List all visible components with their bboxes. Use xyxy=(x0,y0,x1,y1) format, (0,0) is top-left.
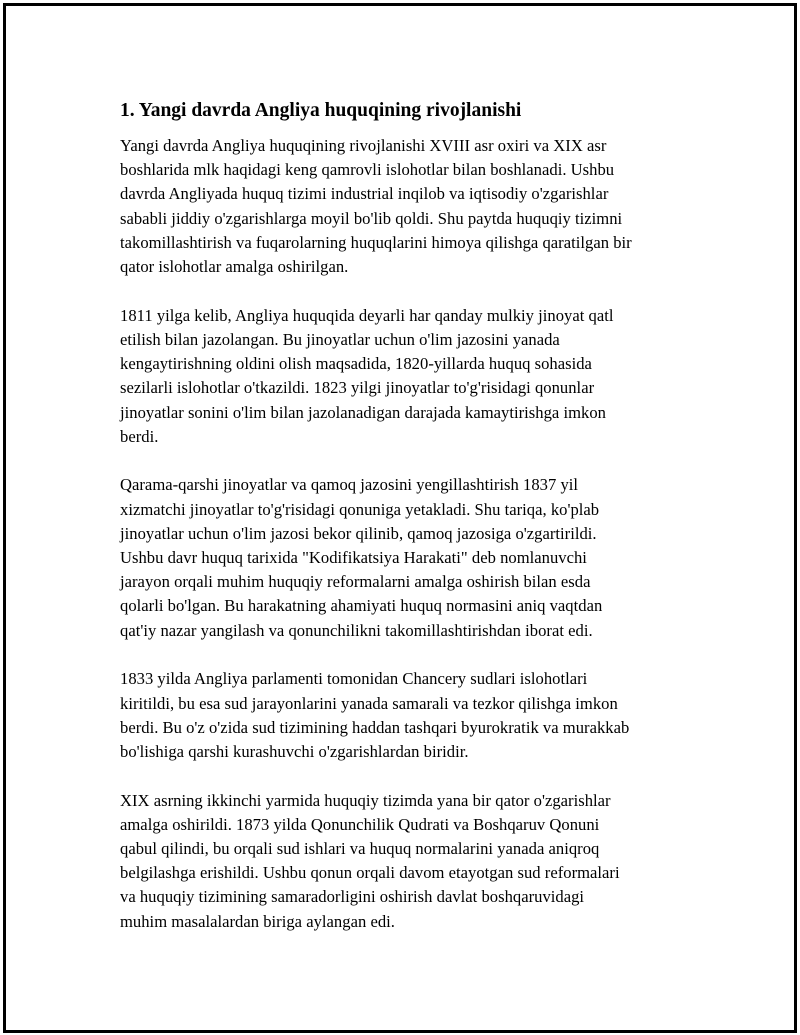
paragraph-2 xyxy=(120,304,700,449)
paragraph-5 xyxy=(120,789,700,934)
paragraph-line: sababli jiddiy o'zgarishlarga moyil bo'lib qoldi. Shu paytda huquqiy tizimni xyxy=(120,208,623,228)
paragraph-3 xyxy=(120,473,700,642)
paragraph-line: XIX asrning ikkinchi yarmida huquqiy tizimda yana bir qator o'zgarishlar xyxy=(120,790,611,810)
paragraph-line: qat'iy nazar yangilash va qonunchilikni takomillashtirishdan iborat edi. xyxy=(120,620,593,640)
document-title: 1. Yangi davrda Angliya huquqining rivojlanishi xyxy=(120,100,522,121)
paragraph-line: qabul qilindi, bu orqali sud ishlari va huquq normalarini yanada aniqroq xyxy=(120,839,600,859)
paragraph-line: davrda Angliyada huquq tizimi industrial inqilob va iqtisodiy o'zgarishlar xyxy=(120,184,609,204)
paragraph-line: jarayon orqali muhim huquqiy reformalarni amalga oshirish bilan esda xyxy=(120,572,591,592)
paragraph-line: va huquqiy tizimining samaradorligini oshirish davlat boshqaruvidagi xyxy=(120,887,585,907)
paragraph-line: 1811 yilga kelib, Angliya huquqida deyarli har qanday mulkiy jinoyat qatl xyxy=(120,305,614,325)
paragraph-line: etilish bilan jazolangan. Bu jinoyatlar uchun o'lim jazosini yanada xyxy=(120,329,560,349)
paragraph-4 xyxy=(120,667,700,764)
paragraph-line: Yangi davrda Angliya huquqining rivojlanishi XVIII asr oxiri va XIX asr xyxy=(120,136,607,155)
paragraph-line: boshlarida mlk haqidagi keng qamrovli islohotlar bilan boshlanadi. Ushbu xyxy=(120,160,615,180)
paragraph-line: Qarama-qarshi jinoyatlar va qamoq jazosini yengillashtirish 1837 yil xyxy=(120,475,579,495)
paragraph-line: qator islohotlar amalga oshirilgan. xyxy=(120,257,349,277)
paragraph-line: kengaytirishning oldini olish maqsadida, 1820-yillarda huquq sohasida xyxy=(120,354,592,374)
paragraph-line: bo'lishiga qarshi kurashuvchi o'zgarishlardan biridir. xyxy=(120,741,469,761)
paragraph-line: amalga oshirildi. 1873 yilda Qonunchilik Qudrati va Boshqaruv Qonuni xyxy=(120,814,600,834)
paragraph-line: xizmatchi jinoyatlar to'g'risidagi qonuniga yetakladi. Shu tariqa, ko'plab xyxy=(120,499,600,519)
paragraph-line: belgilashga erishildi. Ushbu qonun orqali davom etayotgan sud reformalari xyxy=(120,863,620,883)
document-body xyxy=(120,98,700,958)
paragraph-line: muhim masalalardan biriga aylangan edi. xyxy=(120,911,395,931)
paragraph-line: qolarli bo'lgan. Bu harakatning ahamiyati huquq normasini aniq vaqtdan xyxy=(120,596,603,616)
paragraph-line: kiritildi, bu esa sud jarayonlarini yanada samarali va tezkor qilishga imkon xyxy=(120,693,618,713)
page-frame xyxy=(3,3,797,1033)
paragraph-line: sezilarli islohotlar o'tkazildi. 1823 yilgi jinoyatlar to'g'risidagi qonunlar xyxy=(120,378,595,398)
paragraph-line: berdi. xyxy=(120,426,159,446)
paragraph-line: Ushbu davr huquq tarixida "Kodifikatsiya Harakati" deb nomlanuvchi xyxy=(120,548,587,568)
paragraph-line: jinoyatlar uchun o'lim jazosi bekor qilinib, qamoq jazosiga o'zgartirildi. xyxy=(120,523,597,543)
paragraph-line: jinoyatlar sonini o'lim bilan jazolanadigan darajada kamaytirishga imkon xyxy=(120,402,606,422)
paragraph-line: berdi. Bu o'z o'zida sud tizimining haddan tashqari byurokratik va murakkab xyxy=(120,717,630,737)
paragraph-1 xyxy=(120,134,700,279)
paragraph-line: 1833 yilda Angliya parlamenti tomonidan Chancery sudlari islohotlari xyxy=(120,669,588,689)
paragraph-line: takomillashtirish va fuqarolarning huquqlarini himoya qilishga qaratilgan bir xyxy=(120,232,632,252)
